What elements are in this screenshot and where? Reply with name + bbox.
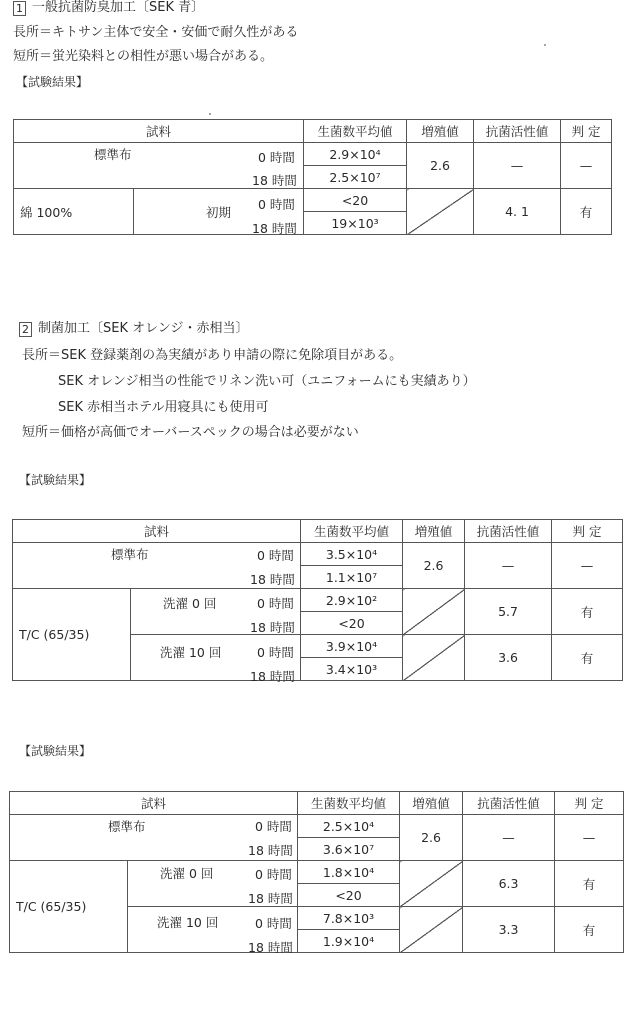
time-label: 18 時間: [252, 221, 297, 236]
section2-number: 2: [19, 322, 32, 337]
judgement-value: 有: [561, 189, 612, 235]
count-cell: <20: [304, 189, 407, 212]
header-sample: 試料: [14, 120, 304, 143]
header-judgement: 判 定: [555, 792, 624, 815]
header-activity: 抗菌活性値: [474, 120, 561, 143]
activity-value: 5.7: [465, 589, 552, 635]
standard-cloth-label: 標準布: [13, 543, 301, 566]
judgement-value: 有: [555, 907, 624, 953]
activity-value: 3.6: [465, 635, 552, 681]
section3-results-label: 【試験結果】: [19, 744, 92, 758]
header-viable-count: 生菌数平均値: [301, 520, 403, 543]
diagonal-cell: [400, 861, 463, 907]
header-activity: 抗菌活性値: [465, 520, 552, 543]
time-label: 0 時間: [258, 197, 295, 212]
count-cell: 1.1×10⁷: [301, 566, 403, 589]
activity-value: 3.3: [463, 907, 555, 953]
time-label: 18 時間: [248, 843, 293, 858]
judgement-value: 有: [552, 635, 623, 681]
section2-heading: [19, 321, 248, 337]
table-row: [13, 589, 623, 612]
header-growth: 増殖値: [403, 520, 465, 543]
growth-value: 2.6: [400, 815, 463, 861]
table-header-row: [13, 520, 623, 543]
condition-label: 洗濯 0 回: [160, 866, 214, 881]
diagonal-cell: [403, 589, 465, 635]
header-activity: 抗菌活性値: [463, 792, 555, 815]
section2-merit3: SEK 赤相当ホテル用寝具にも使用可: [58, 400, 269, 415]
section1-number: 1: [13, 1, 26, 16]
scan-speck: [544, 44, 546, 46]
count-cell: 1.8×10⁴: [298, 861, 400, 884]
table-row: [14, 189, 612, 212]
count-cell: <20: [301, 612, 403, 635]
time-label: 0 時間: [255, 867, 292, 882]
count-cell: 2.5×10⁴: [298, 815, 400, 838]
header-viable-count: 生菌数平均値: [298, 792, 400, 815]
header-judgement: 判 定: [552, 520, 623, 543]
count-cell: 3.5×10⁴: [301, 543, 403, 566]
time-label: 0 時間: [258, 150, 295, 165]
table-row: [14, 143, 612, 166]
sample-label: T/C (65/35): [13, 589, 131, 681]
condition-label: 洗濯 10 回: [157, 915, 219, 930]
section1-merit: 長所＝キトサン主体で安全・安価で耐久性がある: [13, 25, 299, 40]
judgement-value: 有: [552, 589, 623, 635]
sample-label: 綿 100%: [14, 189, 134, 235]
diagonal-cell: [400, 907, 463, 953]
time-label: 18 時間: [248, 891, 293, 906]
time-label: 18 時間: [250, 572, 295, 587]
header-growth: 増殖値: [400, 792, 463, 815]
time-label: 0 時間: [257, 548, 294, 563]
standard-cloth-label: 標準布: [10, 815, 298, 838]
section1-results-table: [13, 119, 612, 235]
section2-results-label: 【試験結果】: [19, 473, 92, 487]
count-cell: 1.9×10⁴: [298, 930, 400, 953]
section1-results-label: 【試験結果】: [16, 75, 89, 89]
count-cell: 3.6×10⁷: [298, 838, 400, 861]
header-sample: 試料: [13, 520, 301, 543]
header-sample: 試料: [10, 792, 298, 815]
header-judgement: 判 定: [561, 120, 612, 143]
section2-merit2: SEK オレンジ相当の性能でリネン洗い可（ユニフォームにも実績あり）: [58, 374, 476, 389]
condition-label: 初期: [134, 189, 304, 235]
activity-value: —: [474, 143, 561, 189]
section1-demerit: 短所＝蛍光染料との相性が悪い場合がある。: [13, 49, 274, 64]
header-growth: 増殖値: [407, 120, 474, 143]
growth-value: 2.6: [403, 543, 465, 589]
section2-demerit: 短所＝価格が高価でオーバースペックの場合は必要がない: [22, 425, 359, 440]
table-header-row: [10, 792, 624, 815]
section2-title: 制菌加工〔SEK オレンジ・赤相当〕: [38, 321, 249, 336]
time-label: 18 時間: [250, 620, 295, 635]
section3-results-table: [9, 791, 624, 953]
count-cell: 2.9×10²: [301, 589, 403, 612]
time-cell: 2.9×10⁴: [304, 143, 407, 166]
count-cell: 7.8×10³: [298, 907, 400, 930]
table-header-row: [14, 120, 612, 143]
scan-speck: [209, 113, 211, 115]
time-label: 0 時間: [257, 596, 294, 611]
table-row: [10, 861, 624, 884]
count-cell: 3.4×10³: [301, 658, 403, 681]
time-label: 18 時間: [252, 173, 297, 188]
activity-value: 4. 1: [474, 189, 561, 235]
standard-cloth-label: 標準布: [14, 143, 304, 166]
activity-value: —: [465, 543, 552, 589]
time-label: 18 時間: [250, 669, 295, 684]
count-cell: 3.9×10⁴: [301, 635, 403, 658]
judgement-value: —: [555, 815, 624, 861]
section2-results-table: [12, 519, 623, 681]
table-row: [10, 815, 624, 838]
growth-value: 2.6: [407, 143, 474, 189]
judgement-value: —: [552, 543, 623, 589]
judgement-value: 有: [555, 861, 624, 907]
time-label: 18 時間: [248, 940, 293, 955]
table-row: [13, 543, 623, 566]
section1-title: 一般抗菌防臭加工〔SEK 青〕: [32, 0, 205, 15]
section2-merit: 長所＝SEK 登録薬剤の為実績があり申請の際に免除項目がある。: [22, 348, 403, 363]
time-label: 0 時間: [255, 916, 292, 931]
time-label: 0 時間: [255, 819, 292, 834]
diagonal-cell: [407, 189, 474, 235]
count-cell: 19×10³: [304, 212, 407, 235]
sample-label: T/C (65/35): [10, 861, 128, 953]
activity-value: 6.3: [463, 861, 555, 907]
diagonal-cell: [403, 635, 465, 681]
judgement-value: —: [561, 143, 612, 189]
time-label: 0 時間: [257, 645, 294, 660]
section1-heading: [13, 0, 204, 16]
count-cell: <20: [298, 884, 400, 907]
header-viable-count: 生菌数平均値: [304, 120, 407, 143]
count-cell: 2.5×10⁷: [304, 166, 407, 189]
activity-value: —: [463, 815, 555, 861]
condition-label: 洗濯 10 回: [160, 645, 222, 660]
condition-label: 洗濯 0 回: [163, 596, 217, 611]
